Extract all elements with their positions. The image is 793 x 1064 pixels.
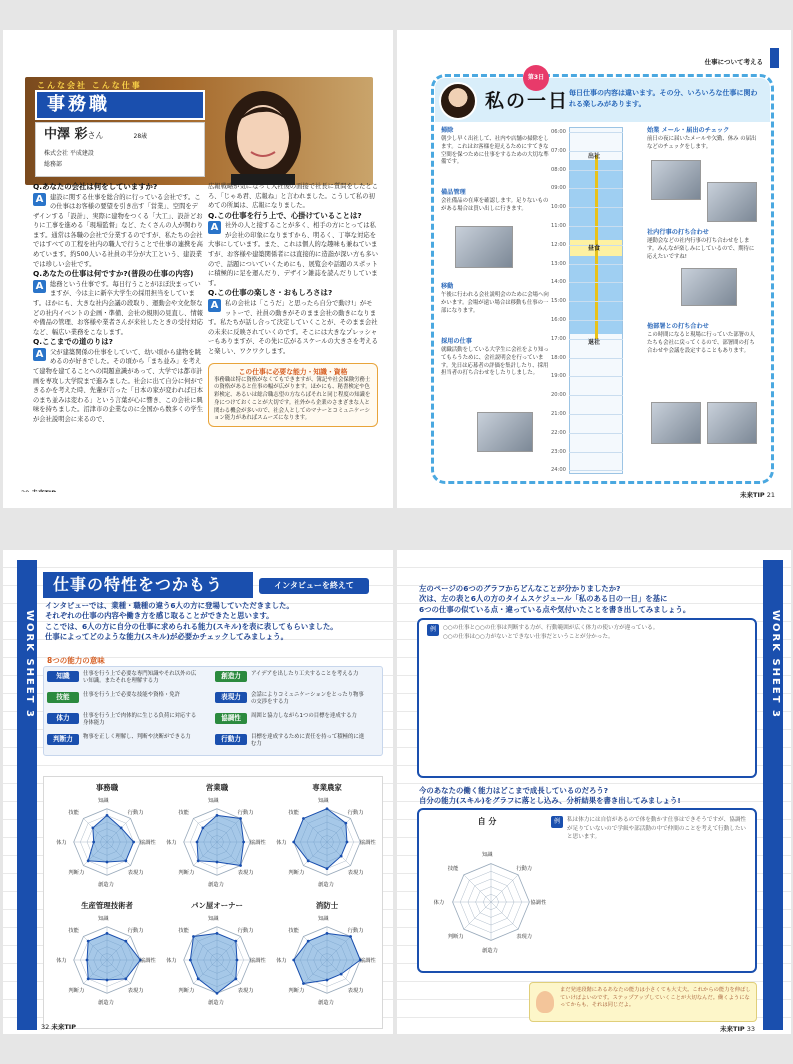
time-label: 15:00: [551, 298, 566, 305]
time-label: 16:00: [551, 317, 566, 323]
example-badge: 例: [427, 624, 439, 636]
day-badge-text: 第3日: [527, 74, 545, 81]
question-4: Q.この仕事を行う上で、心掛けていることは?: [208, 210, 362, 220]
time-label: 09:00: [551, 185, 566, 192]
radar-axis-label: 協調性: [359, 958, 376, 964]
page-32: [3, 550, 393, 1034]
radar-axis-label: 行動力: [347, 810, 364, 817]
question-line: 今のあなたの働く能力はどこまで成長しているのだろう?: [419, 786, 609, 795]
answer-badge: A: [33, 193, 46, 206]
ability-row: [215, 671, 369, 688]
time-gridline: [569, 452, 623, 453]
answer-3-continued: 広報戦略が気になって入社後の面接で社長に質問をしたところ、「じゃあ君、広報ね」と言われました。こうして私の初めての所属は、広報になりました。: [208, 183, 379, 210]
time-label: 08:00: [551, 166, 566, 173]
radar-point: [124, 859, 127, 862]
teacher-icon: [536, 991, 554, 1013]
radar-axis-label: 技能: [178, 928, 189, 935]
radar-axis-label: 体力: [56, 958, 67, 964]
radar-axis-label: 技能: [68, 810, 79, 817]
radar-point: [120, 826, 123, 829]
radar-point: [92, 841, 95, 844]
radar-point: [106, 814, 109, 817]
radar-axis-label: 技能: [288, 810, 299, 817]
radar-axis-label: 技能: [447, 865, 459, 872]
advice-text: まだ発達段階にあるあなたの能力は小さくても大丈夫。これからの能力を伸ばしていけばよいのです。ステップアップしていくことが大切なんだ。働くようになってからも、それは同じだよ。: [560, 987, 751, 1009]
time-label: 14:00: [551, 279, 566, 286]
radar-axis-label: 行動力: [516, 865, 533, 872]
ability-desc: 周囲と協力しながら1つの目標を達成する力: [251, 713, 357, 719]
radar-axis-label: 行動力: [127, 810, 144, 817]
time-gridline: [569, 414, 623, 415]
department: 総務部: [44, 161, 63, 168]
event-title: 移動: [441, 283, 454, 290]
radar-point: [106, 861, 109, 864]
ability-name: 体力: [47, 713, 79, 724]
radar-title: 生産管理技術者: [81, 901, 133, 910]
time-gridline: [569, 358, 623, 359]
time-gridline: [569, 320, 623, 321]
radar-axis-label: 創造力: [208, 999, 224, 1006]
question-line: 6つの仕事の似ている点・違っている点や気付いたことを書き出してみましょう。: [419, 604, 691, 614]
time-gridline: [569, 433, 623, 434]
radar-axis-label: 知識: [208, 916, 219, 923]
worksheet-tag: [259, 578, 369, 594]
radar-point: [106, 932, 109, 935]
event-title: 採用の仕事: [441, 338, 472, 345]
radar-axis-label: 体力: [276, 840, 287, 846]
event-title: 社内行事の打ち合わせ: [647, 229, 709, 236]
question-5: Q.この仕事の楽しさ・おもしろさは?: [208, 288, 333, 298]
radar-axis-label: 知識: [482, 851, 493, 858]
photo-office: [707, 182, 757, 222]
radar-point: [292, 841, 295, 844]
radar-chart: [55, 900, 159, 1008]
radar-axis-label: 創造力: [318, 999, 334, 1006]
event-supplies: [441, 188, 553, 214]
example-line: ○○の仕事と○○の仕事は判断する力が、行動範囲が広く体力の使い方が違っている。: [443, 625, 659, 631]
ability-name: 創造力: [215, 671, 247, 682]
time-label: 24:00: [551, 467, 566, 474]
page-33: [397, 550, 791, 1034]
time-gridline: [569, 395, 623, 396]
page-number: [720, 1024, 755, 1033]
right-column: [208, 182, 378, 427]
radar-series: [294, 809, 347, 869]
example-badge: 例: [551, 816, 563, 828]
question-2: Q.あなたの仕事は何ですか?(普段の仕事の内容): [33, 269, 194, 279]
ability-desc: 会話によりコミュニケーションをとったり物事の交渉をする力: [251, 692, 364, 705]
portrait-photo: [213, 82, 313, 185]
radar-point: [216, 814, 219, 817]
person-age: 28歳: [133, 133, 148, 140]
time-gridline: [569, 282, 623, 283]
time-gridline: [569, 376, 623, 377]
answer-2: 総務という仕事です。毎日行うことがほぼ決まっていますが、今は主に新卒大学生の採用担当をしています。ほかにも、大きな社内会議の段取り、運動会や文化祭などの社内イベントの企画・準備、会社の規則の見直し、情報や備品の管理、お客様や業者さんが来社したときの受付対応など、幅広い業務をこなします。: [33, 280, 204, 336]
question-line: 次は、左の表と6人の方のタイムスケジュール「私のある日の一日」を基に: [419, 594, 668, 604]
question-line: 左のページの6つのグラフからどんなことが分かりましたか?: [419, 584, 621, 593]
radar-axis-label: 協調性: [249, 840, 266, 846]
ability-row: [47, 671, 201, 688]
intro-line: 仕事によってどのような能力(スキル)が必要かチェックしてみましょう。: [45, 631, 288, 641]
radar-point: [307, 940, 310, 943]
radar-axis-label: 技能: [178, 810, 189, 817]
radar-axis-label: 知識: [98, 916, 109, 923]
radar-point: [91, 826, 94, 829]
radar-point: [326, 807, 329, 810]
radar-axis-label: 判断力: [288, 869, 305, 876]
event-cleaning: [441, 126, 553, 167]
time-gridline: [569, 226, 623, 227]
radar-point: [87, 940, 90, 943]
footer-brand: 未来TIP: [51, 1023, 76, 1031]
radar-series: [294, 933, 361, 983]
radar-point: [197, 977, 200, 980]
radar-axis-label: 表現力: [347, 869, 364, 876]
section-header: [705, 57, 763, 66]
time-label: 21:00: [551, 411, 566, 417]
time-gridline: [569, 264, 623, 265]
page-20: [3, 30, 393, 508]
intro-line: ここでは、6人の方に自分の仕事に求められる能力(スキル)を表に表してもらいました。: [45, 621, 338, 631]
self-radar[interactable]: [431, 826, 551, 966]
schedule-intro: 毎日仕事の内容は違います。その分、いろいろな仕事に関われる楽しみがあります。: [569, 89, 758, 108]
radar-axis-label: 判断力: [68, 987, 85, 994]
radar-point: [242, 841, 245, 844]
radar-axis-label: 行動力: [237, 928, 254, 935]
radar-point: [292, 959, 295, 962]
self-chart-title: 自 分: [477, 817, 497, 826]
radar-axis-label: 表現力: [237, 987, 254, 994]
photo-meeting: [681, 268, 737, 306]
radar-point: [340, 973, 343, 976]
question-3: Q.ここまでの道のりは?: [33, 337, 113, 347]
ability-row: [215, 734, 369, 751]
radar-point: [236, 959, 239, 962]
side-tab-label: WORK SHEET 3: [24, 610, 35, 719]
radar-axis-label: 表現力: [127, 987, 144, 994]
radar-axis-label: 表現力: [237, 869, 254, 876]
radar-axis-label: 体力: [433, 900, 445, 906]
ability-row: [47, 734, 201, 751]
radar-axis-label: 知識: [98, 798, 109, 805]
question-1: Q.あなたの会社は何をしていますか?: [33, 182, 158, 191]
radar-axis-label: 判断力: [178, 987, 195, 994]
job-title: [35, 90, 205, 120]
radar-point: [326, 979, 329, 982]
radar-axis-label: 技能: [288, 928, 299, 935]
radar-axis-label: 協調性: [530, 900, 547, 906]
radar-axis-label: 協調性: [139, 840, 156, 846]
ability-name: 判断力: [47, 734, 79, 745]
photo-email: [651, 160, 701, 200]
radar-point: [87, 977, 90, 980]
page-21: [397, 30, 791, 508]
event-text: 前日の夜に届いたメールや欠勤、休み の届出などのチェックをします。: [647, 136, 757, 150]
time-label: 20:00: [551, 392, 566, 399]
question-line: 自分の能力(スキル)をグラフに落とし込み、分析結果を書き出してみましょう!: [419, 796, 681, 806]
ability-name: 協調性: [215, 713, 247, 724]
intro-line: それぞれの仕事の内容や働き方を感じ取ることができたと思います。: [45, 611, 274, 621]
radar-axis-label: 表現力: [516, 934, 533, 941]
radar-axis-label: 技能: [68, 928, 79, 935]
photo-supplies: [455, 226, 513, 268]
time-label: 12:00: [551, 241, 566, 248]
footer-brand: 未来TIP: [720, 1025, 745, 1033]
ability-desc: 目標を達成するために責任を持って積極的に進む力: [251, 734, 365, 747]
time-label: 10:00: [551, 204, 566, 211]
event-text: 午後に行われる会社説明会のために会場へ向かいます。会場が遠い場合は移動も仕事の一部になります。: [441, 292, 549, 314]
worksheet-title-text: 仕事の特性をつかもう: [53, 575, 224, 594]
event-recruiting: [441, 337, 553, 378]
radar-axis-label: 判断力: [68, 869, 85, 876]
radar-series: [190, 933, 237, 993]
ability-desc: 仕事を行う上で肉体的に生じる負荷に対応する身体能力: [83, 713, 197, 726]
arrive-mark: 出社: [588, 153, 601, 160]
time-label: 06:00: [551, 129, 566, 135]
time-gridline: [569, 470, 623, 471]
radar-axis-label: 行動力: [237, 810, 254, 817]
radar-series: [197, 815, 244, 865]
radar-axis-label: 行動力: [347, 928, 364, 935]
example-line: ○○の仕事は○○力がないとできない仕事だということが分かった。: [443, 633, 614, 640]
radar-axis-label: 知識: [208, 798, 219, 805]
radar-title: 営業職: [205, 783, 229, 792]
schedule-title: 私の一日: [485, 90, 570, 112]
time-gridline: [569, 170, 623, 171]
radar-point: [239, 817, 242, 820]
radar-chart: [275, 900, 379, 1008]
photo-dept-1: [651, 402, 701, 444]
radar-point: [349, 935, 352, 938]
radar-chart: [165, 900, 269, 1008]
answer-4: 社外の人と接することが多く、相手の方にとっては私が会社の印象になりますから、明るく、丁寧な対応を大事にしています。また、これは個人的な趣味も兼ねていますが、お客様や建築関係者には直接的に造詣が深い方も多いので、話題についていくためにも、展覧会や話題のスポットに積極的に足を運んだり、デザイン雑誌を読んだりしています。: [208, 222, 379, 287]
worksheet-intro: [45, 601, 385, 642]
company-name: 株式会社 平成建設: [44, 150, 94, 157]
radar-point: [201, 826, 204, 829]
radar-point: [326, 867, 329, 870]
answer-3: 父が建築関係の仕事をしていて、幼い頃から建物を眺めるのが好きでした。その頃から「まち並み」を考えて建物を建てることへの問題意識があって、大学では都市計画を専攻し大学院まで進みました。社会に出て自分に何ができるかを考えた時、先輩が言った「日本の家が変われば日本のまち並みは変わる」という言葉が心に響き、この会社に興味を持ちました。沼津市の企業なのに全国から数多くの学生が会社説明会に来るので、: [33, 348, 204, 423]
radar-point: [189, 959, 192, 962]
page-number-text: 32: [41, 1023, 50, 1031]
answer-badge: A: [208, 221, 221, 234]
title-photo: [439, 82, 477, 120]
time-gridline: [569, 132, 623, 133]
event-email: [647, 126, 759, 152]
radar-point: [216, 861, 219, 864]
lunch-mark: 昼食: [588, 245, 601, 252]
ability-name: 技能: [47, 692, 79, 703]
ability-desc: 仕事を行う上で必要な技能や資格・免許: [83, 692, 181, 698]
answer-badge: A: [33, 280, 46, 293]
event-text: 運動会などの社内行事の打ち合わせをします。みんなが楽しみにしているので、期待に応えたいですね!: [647, 238, 755, 260]
page-number-text: 33: [746, 1025, 755, 1033]
radar-point: [307, 859, 310, 862]
ability-desc: 仕事を行う上で必要な専門知識やそれ以外の広い知識。またそれを理解する力: [83, 671, 197, 684]
radar-point: [106, 979, 109, 982]
ability-desc: 物事を正しく理解し、判断や決断ができる力: [83, 734, 191, 740]
photo-dept-2: [707, 402, 757, 444]
answer-1: 建設に関する仕事を総合的に行っている会社です。この仕事はお客様の要望を引き出す「営業」、空間をデザインする「設計」、実際に建物をつくる「大工」、設計どおりに工事を進める「現場監督」など、たくさんの人が関わります。通常は各職の会社で分業するのですが、私たちの会社ではすべての工程を社内の職人で行うことで仕事の連携を高めています。約500人いる社員の半分が大工という、建設業では珍しい会社です。: [33, 193, 204, 268]
name-card: [35, 122, 205, 177]
event-dept-meeting: [647, 322, 759, 355]
radar-axis-label: 判断力: [288, 987, 305, 994]
radar-axis-label: 創造力: [482, 948, 498, 955]
radar-point: [124, 940, 127, 943]
advice-note: [529, 982, 757, 1022]
timeline: [551, 127, 623, 474]
event-text: この時間になると現場に行っていた部署の人たちも会社に戻ってくるので、部署間の打ち合わせや会議を設定することもあります。: [647, 332, 755, 354]
skills-box: [208, 363, 378, 428]
radar-axis-label: 創造力: [98, 881, 114, 888]
time-label: 07:00: [551, 147, 566, 154]
radar-point: [86, 959, 89, 962]
radar-title: 専業農家: [312, 783, 342, 792]
time-label: 22:00: [551, 429, 566, 436]
time-label: 23:00: [551, 448, 566, 455]
event-text: 会社備品の在庫を確認します。足りないものがある場合は買い出しに行きます。: [441, 198, 549, 212]
radar-axis-label: 知識: [318, 798, 329, 805]
radar-axis-label: 判断力: [447, 934, 464, 941]
radar-point: [216, 992, 219, 995]
ability-row: [215, 692, 369, 709]
example-1: [443, 624, 743, 641]
event-text: 就職活動をしている大学生に会社をより知ってもらうために、会社説明会を行っています。先日は応募者の評価を集計したり、採用担当者の打ち合わせをしたりしました。: [441, 347, 549, 377]
radar-axis-label: 協調性: [139, 958, 156, 964]
radar-title: 消防士: [315, 901, 339, 910]
radar-point: [344, 822, 347, 825]
portrait-illustration: [213, 82, 313, 185]
radar-axis-label: 協調性: [359, 840, 376, 846]
radar-chart: [275, 782, 379, 890]
worksheet-tag-text: インタビューを終えて: [274, 581, 354, 590]
time-label: 17:00: [551, 335, 566, 342]
intro-line: インタビューでは、業種・職種の違う6人の方に登場していただきました。: [45, 601, 294, 610]
page-number-text: 21: [766, 491, 775, 499]
event-title: 掃除: [441, 127, 454, 134]
page-number: [41, 1022, 76, 1031]
person-name: 中澤 彩: [44, 127, 88, 142]
ability-row: [47, 713, 201, 730]
radar-axis-label: 行動力: [127, 928, 144, 935]
radar-axis-label: 創造力: [208, 881, 224, 888]
leave-mark: 退社: [588, 339, 601, 346]
series-label: こんな会社 こんな仕事: [37, 81, 142, 90]
radar-point: [346, 841, 349, 844]
event-travel: [441, 282, 553, 315]
photo-recruiting: [477, 412, 533, 452]
left-column: [33, 182, 203, 425]
page-number: [740, 490, 775, 499]
footer-brand: 未来TIP: [740, 491, 765, 499]
radar-point: [196, 841, 199, 844]
radar-point: [302, 982, 305, 985]
radar-chart: [165, 782, 269, 890]
ability-row: [47, 692, 201, 709]
radar-axis-label: 表現力: [347, 987, 364, 994]
radar-axis-label: 創造力: [98, 999, 114, 1006]
answer-badge: A: [208, 299, 221, 312]
time-label: 19:00: [551, 373, 566, 380]
question-block-2: [419, 786, 759, 807]
radar-axis-label: 体力: [166, 958, 177, 964]
radar-axis-label: 判断力: [178, 869, 195, 876]
radar-svg: [431, 826, 551, 966]
radar-point: [234, 940, 237, 943]
job-title-text: 事務職: [47, 94, 110, 115]
time-gridline: [569, 188, 623, 189]
ability-name: 表現力: [215, 692, 247, 703]
radar-point: [87, 859, 90, 862]
radar-axis-label: 体力: [56, 840, 67, 846]
event-title: 始業 メール・届出のチェック: [647, 127, 730, 134]
radar-axis-label: 体力: [166, 840, 177, 846]
event-text: 朝少し早く出社して、社内や店舗の掃除をします。これはお客様を迎えるためにすてきな空間を保つために仕事をするための大切な準備です。: [441, 136, 549, 166]
radar-point: [132, 841, 135, 844]
radar-point: [216, 932, 219, 935]
ability-name: 行動力: [215, 734, 247, 745]
radar-point: [124, 977, 127, 980]
side-tab-label: WORK SHEET 3: [770, 610, 781, 719]
radar-point: [197, 859, 200, 862]
radar-point: [192, 935, 195, 938]
question-block-1: [419, 584, 759, 615]
radar-title: 事務職: [95, 783, 119, 792]
ability-row: [215, 713, 369, 730]
ability-name: 知識: [47, 671, 79, 682]
answer-box-1[interactable]: [417, 618, 757, 778]
radar-point: [302, 817, 305, 820]
example-2: 私は体力には自信があるので体を動かす仕事はできそうですが、協調性が足りていないので学級や部活動の中で仲間のことを考えて行動したいと思います。: [567, 817, 747, 840]
time-gridline: [569, 301, 623, 302]
event-title: 備品管理: [441, 189, 466, 196]
radar-axis-label: 協調性: [249, 958, 266, 964]
skills-box-text: 事務職は特に資格がなくてもできますが、簿記や社会保険労務士の資格があると仕事の幅が広がります。ほかにも、秘書検定や色彩検定、あるいは総合職志望の方ならばそれと同じ程度の知識を身につけておくことが大切です。社外から企業のさまざまな人と関わる機会が多いので、社会人としてのマナーとコミュニケーション能力があればスムーズになります。: [214, 376, 371, 422]
ability-desc: アイデアを出したり工夫することを考える力: [251, 671, 359, 677]
radar-chart: [55, 782, 159, 890]
radar-axis-label: 表現力: [127, 869, 144, 876]
time-label: 13:00: [551, 260, 566, 267]
time-label: 18:00: [551, 354, 566, 361]
radar-title: パン屋オーナー: [191, 901, 243, 910]
event-internal-meeting: [647, 228, 759, 261]
answer-badge: A: [33, 348, 46, 361]
radar-point: [234, 977, 237, 980]
event-title: 他部署との打ち合わせ: [647, 323, 709, 330]
time-gridline: [569, 207, 623, 208]
radar-axis-label: 創造力: [318, 881, 334, 888]
radar-point: [340, 855, 343, 858]
worksheet-title: [43, 572, 253, 598]
answer-5: 私の会社は「こうだ」と思ったら自分で動け!」がモットーで、社員の動きがそのまま会社の動きになります。私たちが話し合って決定していくことが、そのまま会社の未来に反映されていくのです。そこには大きなプレッシャーもありますが、その先に広がるスケールの大きさを考えると楽しい、ワクワクします。: [208, 299, 378, 355]
radar-axis-label: 体力: [276, 958, 287, 964]
radar-axis-label: 知識: [318, 916, 329, 923]
skills-box-title: この仕事に必要な能力・知識・資格: [238, 367, 348, 376]
time-label: 11:00: [551, 223, 566, 229]
radar-point: [326, 932, 329, 935]
honorific: さん: [87, 131, 104, 140]
radar-point: [239, 864, 242, 867]
section-header-text: 仕事について考える: [704, 58, 763, 66]
abilities-title: 8つの能力の意味: [47, 656, 105, 665]
